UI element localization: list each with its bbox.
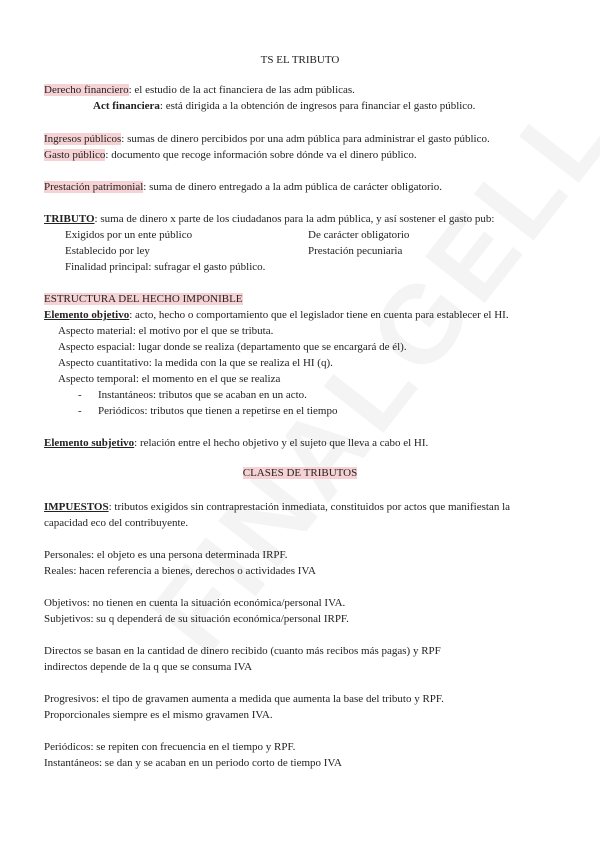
term-bold-underline: Elemento subjetivo (44, 437, 135, 449)
definition-text: : acto, hecho o comportamiento que el legislador tiene en cuenta para establecer el HI. (129, 309, 509, 321)
list-item-text: Instantáneos: tributos que se acaban en un acto. (98, 389, 307, 401)
list-item-text: Periódicos: tributos que tienen a repetirse en el tiempo (98, 405, 338, 417)
definition-ingresos (44, 132, 490, 146)
term-highlight: Ingresos públicos (44, 133, 122, 145)
definition-act-financiera (93, 99, 475, 113)
aspecto-item: Aspecto temporal: el momento en el que se realiza (58, 373, 281, 385)
aspecto-item: Aspecto material: el motivo por el que se tributa. (58, 325, 274, 337)
definition-text: : suma de dinero entregado a la adm pública de carácter obligatorio. (143, 181, 442, 193)
aspecto-item: Aspecto espacial: lugar donde se realiza (departamento que se encargará de él). (58, 341, 407, 353)
tributo-item: Finalidad principal: sufragar el gasto público. (65, 261, 266, 273)
temporal-list-item (78, 388, 307, 402)
term-bold: Act financiera (93, 100, 160, 112)
section-heading-clases (0, 466, 600, 480)
elemento-objetivo (44, 308, 509, 322)
aspecto-item: Aspecto cuantitativo: la medida con la que se realiza el HI (q). (58, 357, 333, 369)
bullet-dash: - (78, 405, 82, 417)
clase-line: Objetivos: no tienen en cuenta la situación económica/personal IVA. (44, 597, 346, 609)
tributo-item: Exigidos por un ente público (65, 229, 193, 241)
clase-line: indirectos depende de la q que se consuma IVA (44, 661, 253, 673)
clase-line: Directos se basan en la cantidad de dinero recibido (cuanto más recibos más pagas) y RPF (44, 645, 441, 657)
term-bold-underline: Elemento objetivo (44, 309, 130, 321)
clase-line: Reales: hacen referencia a bienes, derechos o actividades IVA (44, 565, 316, 577)
definition-text: : el estudio de la act financiera de las adm públicas. (128, 84, 355, 96)
heading-text: ESTRUCTURA DEL HECHO IMPONIBLE (44, 293, 243, 305)
definition-text: : suma de dinero x parte de los ciudadanos para la adm pública, y así sostener el gasto pub: (94, 213, 495, 225)
clase-line: Periódicos: se repiten con frecuencia en el tiempo y RPF. (44, 741, 296, 753)
definition-impuestos-cont: capacidad eco del contribuyente. (44, 517, 189, 529)
definition-impuestos (44, 500, 510, 514)
definition-gasto (44, 148, 417, 162)
definition-derecho-financiero (44, 83, 355, 97)
clase-line: Personales: el objeto es una persona determinada IRPF. (44, 549, 288, 561)
temporal-list-item (78, 404, 338, 418)
document-title: TS EL TRIBUTO (260, 54, 340, 66)
tributo-item: De carácter obligatorio (308, 229, 410, 241)
heading-text: CLASES DE TRIBUTOS (242, 467, 358, 479)
tributo-item: Prestación pecuniaria (308, 245, 403, 257)
definition-text: : documento que recoge información sobre dónde va el dinero público. (105, 149, 417, 161)
term-highlight: Gasto público (44, 149, 106, 161)
term-bold-underline: TRIBUTO (44, 213, 95, 225)
definition-text: : sumas de dinero percibidos por una adm pública para administrar el gasto público. (121, 133, 490, 145)
definition-text: : está dirigida a la obtención de ingresos para financiar el gasto público. (159, 100, 476, 112)
elemento-subjetivo (44, 436, 428, 450)
clase-line: Instantáneos: se dan y se acaban en un periodo corto de tiempo IVA (44, 757, 342, 769)
definition-prestacion (44, 180, 442, 194)
section-heading-estructura (44, 292, 243, 306)
term-highlight: Prestación patrimonial (44, 181, 144, 193)
tributo-item: Establecido por ley (65, 245, 150, 257)
definition-tributo (44, 212, 494, 226)
clase-line: Subjetivos: su q dependerá de su situación económica/personal IRPF. (44, 613, 349, 625)
term-highlight: Derecho financiero (44, 84, 129, 96)
bullet-dash: - (78, 389, 82, 401)
definition-text: : relación entre el hecho objetivo y el sujeto que lleva a cabo el HI. (134, 437, 429, 449)
clase-line: Proporcionales siempre es el mismo gravamen IVA. (44, 709, 273, 721)
definition-text: : tributos exigidos sin contraprestación inmediata, constituidos por actos que manifiestan la (108, 501, 511, 513)
term-bold-underline: IMPUESTOS (44, 501, 109, 513)
clase-line: Progresivos: el tipo de gravamen aumenta a medida que aumenta la base del tributo y RPF. (44, 693, 444, 705)
